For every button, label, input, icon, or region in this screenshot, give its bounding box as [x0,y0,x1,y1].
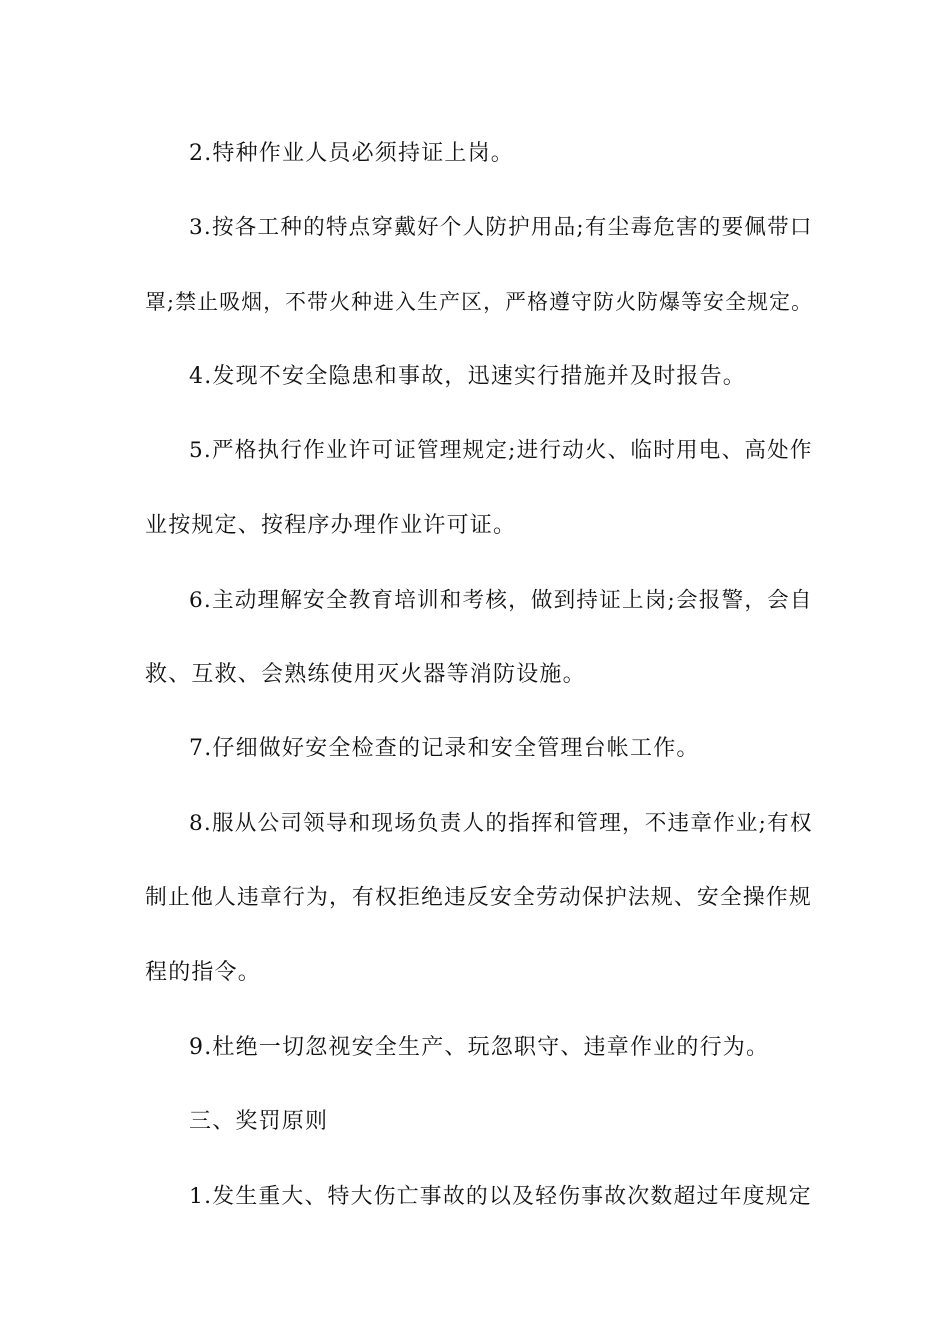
paragraph-line: 7.仔细做好安全检查的记录和安全管理台帐工作。 [189,736,700,761]
paragraph-line: 罩;禁止吸烟，不带火种进入生产区，严格遵守防火防爆等安全规定。 [145,290,814,314]
paragraph-line: 3.按各工种的特点穿戴好个人防护用品;有尘毒危害的要佩带口 [189,215,813,240]
paragraph-line: 8.服从公司领导和现场负责人的指挥和管理，不违章作业;有权 [189,811,813,836]
paragraph-line: 2.特种作业人员必须持证上岗。 [189,141,514,166]
paragraph-line: 救、互救、会熟练使用灭火器等消防设施。 [145,662,586,687]
paragraph-line: 1.发生重大、特大伤亡事故的以及轻伤事故次数超过年度规定 [189,1184,812,1209]
paragraph-line: 业按规定、按程序办理作业许可证。 [145,513,517,538]
paragraph-line: 程的指令。 [145,960,262,985]
paragraph-line: 制止他人违章行为，有权拒绝违反安全劳动保护法规、安全操作规 [145,885,812,910]
paragraph-line: 4.发现不安全隐患和事故，迅速实行措施并及时报告。 [189,364,746,389]
section-heading: 三、奖罚原则 [189,1109,329,1134]
paragraph-line: 5.严格执行作业许可证管理规定;进行动火、临时用电、高处作 [189,438,813,463]
paragraph-line: 9.杜绝一切忽视安全生产、玩忽职守、违章作业的行为。 [189,1035,770,1060]
paragraph-line: 6.主动理解安全教育培训和考核，做到持证上岗;会报警，会自 [189,588,813,613]
